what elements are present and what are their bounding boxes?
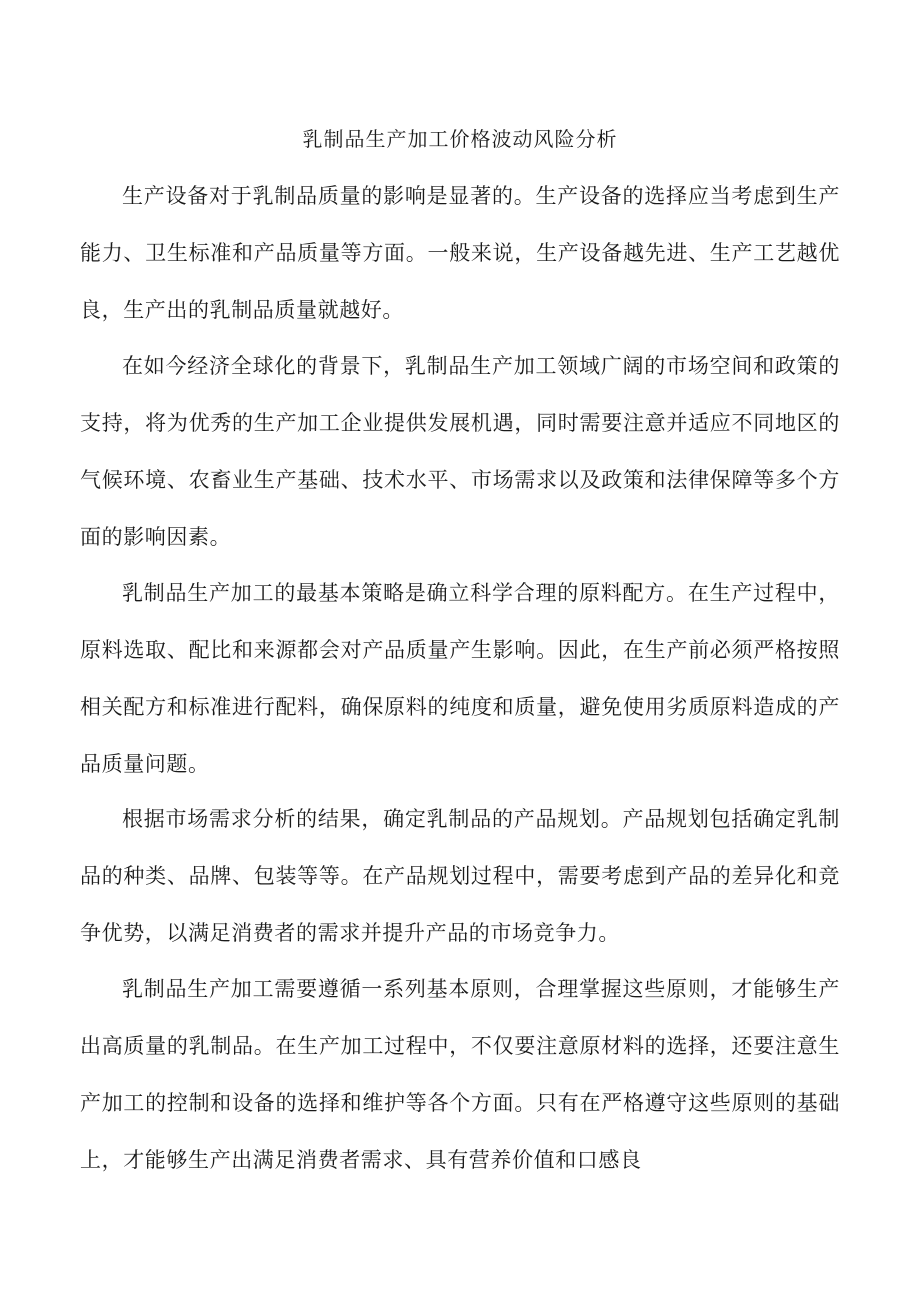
paragraph-2: 在如今经济全球化的背景下，乳制品生产加工领域广阔的市场空间和政策的支持，将为优秀的生产加工企业提供发展机遇，同时需要注意并适应不同地区的气候环境、农畜业生产基础、技术水平、市场需求以及政策和法律保障等多个方面的影响因素。 — [80, 354, 840, 549]
paragraph-1: 生产设备对于乳制品质量的影响是显著的。生产设备的选择应当考虑到生产能力、卫生标准和产品质量等方面。一般来说，生产设备越先进、生产工艺越优良，生产出的乳制品质量就越好。 — [80, 184, 840, 322]
document-title: 乳制品生产加工价格波动风险分析 — [302, 127, 618, 151]
paragraph-3: 乳制品生产加工的最基本策略是确立科学合理的原料配方。在生产过程中，原料选取、配比和来源都会对产品质量产生影响。因此，在生产前必须严格按照相关配方和标准进行配料，确保原料的纯度和质量，避免使用劣质原料造成的产品质量问题。 — [80, 581, 840, 776]
paragraph-5: 乳制品生产加工需要遵循一系列基本原则，合理掌握这些原则，才能够生产出高质量的乳制品。在生产加工过程中，不仅要注意原材料的选择，还要注意生产加工的控制和设备的选择和维护等各个方面。只有在严格遵守这些原则的基础上，才能够生产出满足消费者需求、具有营养价值和口感良 — [80, 977, 840, 1172]
paragraph-4: 根据市场需求分析的结果，确定乳制品的产品规划。产品规划包括确定乳制品的种类、品牌、包装等等。在产品规划过程中，需要考虑到产品的差异化和竞争优势，以满足消费者的需求并提升产品的市场竞争力。 — [80, 807, 840, 945]
